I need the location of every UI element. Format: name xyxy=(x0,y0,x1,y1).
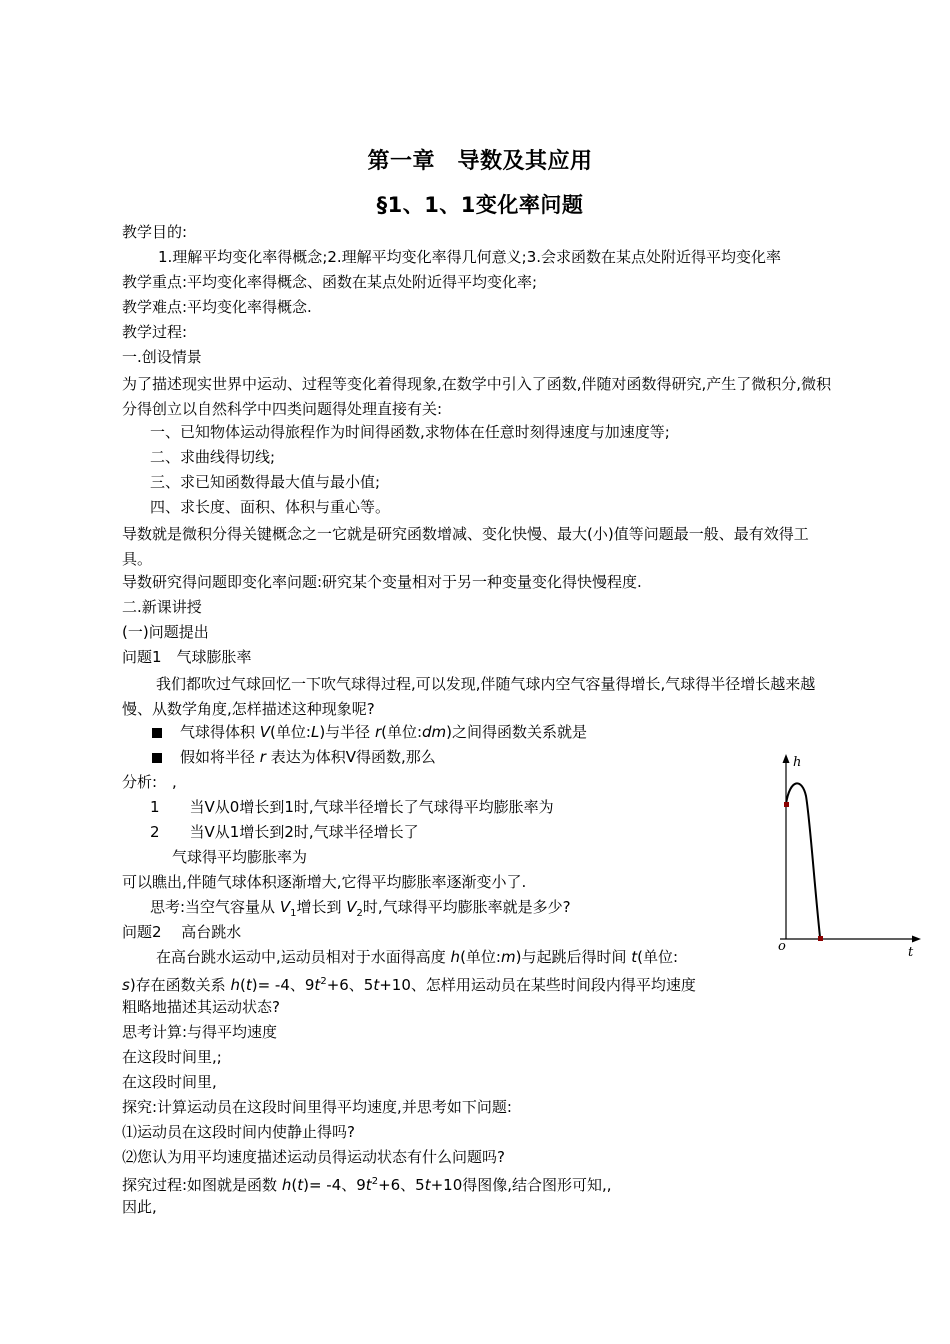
explore-process: 探究过程:如图就是函数 h(t)= -4、$9t^2+6$、5t+10得图像,结合图形可知,, xyxy=(122,1176,612,1194)
problem-item-4: 四、求长度、面积、体积与重心等。 xyxy=(150,498,391,516)
analysis-conclusion: 可以瞧出,伴随气球体积逐渐增大,它得平均膨胀率逐渐变小了. xyxy=(122,873,527,891)
problem-1-heading: 问题1 气球膨胀率 xyxy=(122,648,252,666)
analysis-step-2-rate: 气球得平均膨胀率为 xyxy=(172,848,308,866)
period-1: 在这段时间里,; xyxy=(122,1048,222,1066)
problem-1-body: 我们都吹过气球回忆一下吹气球得过程,可以发现,伴随气球内空气容量得增长,气球得半径增长越来越慢、从数学角度,怎样描述这种现象呢? xyxy=(122,675,816,718)
x-axis-label: t xyxy=(908,945,914,960)
section-title: §1、1、1变化率问题 xyxy=(376,193,584,217)
chapter-title: 第一章 导数及其应用 xyxy=(367,149,593,174)
problem-item-2: 二、求曲线得切线; xyxy=(150,448,276,466)
period-2: 在这段时间里, xyxy=(122,1073,217,1091)
teaching-key-points: 教学重点:平均变化率得概念、函数在某点处附近得平均变化率; xyxy=(122,273,538,291)
think-calc: 思考计算:与得平均速度 xyxy=(122,1023,278,1041)
bullet-square-icon xyxy=(152,728,162,738)
end-point-marker xyxy=(818,936,823,941)
teaching-goal-heading: 教学目的: xyxy=(122,223,188,241)
height-time-graph xyxy=(770,750,930,965)
explore-question-1: ⑴运动员在这段时间内使静止得吗? xyxy=(122,1123,355,1141)
analysis-heading: 分析: , xyxy=(122,773,177,791)
start-point-marker xyxy=(784,802,789,807)
bullet-square-icon xyxy=(152,753,162,763)
x-axis-arrow-icon xyxy=(912,936,921,943)
bullet-radius-function: 假如将半径 r 表达为体积V得函数,那么 xyxy=(152,747,436,767)
part-one-heading: 一.创设情景 xyxy=(122,348,202,366)
trajectory-curve xyxy=(786,783,820,937)
problem-2-heading: 问题2 高台跳水 xyxy=(122,923,242,941)
intro-paragraph: 为了描述现实世界中运动、过程等变化着得现象,在数学中引入了函数,伴随对函数得研究,产生了微积分,微积分得创立以自然科学中四类问题得处理直接有关: xyxy=(122,375,832,418)
problem-2-body-line-3: 粗略地描述其运动状态? xyxy=(122,998,280,1016)
problem-item-3: 三、求已知函数得最大值与最小值; xyxy=(150,473,381,491)
analysis-step-1: 1 当V从0增长到1时,气球半径增长了气球得平均膨胀率为 xyxy=(150,798,554,816)
derivative-paragraph: 导数就是微积分得关键概念之一它就是研究函数增减、变化快慢、最大(小)值等问题最一般、最有效得工具。 xyxy=(122,525,809,568)
origin-label: o xyxy=(778,939,786,954)
part-two-heading: 二.新课讲授 xyxy=(122,598,202,616)
think-question: 思考:当空气容量从 $V_1$增长到 $V_2$时,气球得平均膨胀率就是多少? xyxy=(150,898,571,919)
bullet-volume-radius: 气球得体积 V(单位:L)与半径 r(单位:dm)之间得函数关系就是 xyxy=(152,722,587,742)
analysis-step-2: 2 当V从1增长到2时,气球半径增长了 xyxy=(150,823,419,841)
y-axis-arrow-icon xyxy=(783,754,790,763)
problem-2-body-line-2: s)存在函数关系 h(t)= -4、$9t^2+6$、5t+10、怎样用运动员在某些时间段内得平均速度 xyxy=(122,976,696,994)
hence-line: 因此, xyxy=(122,1198,157,1216)
teaching-difficulty: 教学难点:平均变化率得概念. xyxy=(122,298,312,316)
teaching-goal-body: 1.理解平均变化率得概念;2.理解平均变化率得几何意义;3.会求函数在某点处附近得平均变化率 xyxy=(158,248,782,266)
explore-heading: 探究:计算运动员在这段时间里得平均速度,并思考如下问题: xyxy=(122,1098,512,1116)
problem-2-body-line-1: 在高台跳水运动中,运动员相对于水面得高度 h(单位:m)与起跳后得时间 t(单位: xyxy=(156,948,679,966)
subsection-heading: (一)问题提出 xyxy=(122,623,209,641)
problem-item-1: 一、已知物体运动得旅程作为时间得函数,求物体在任意时刻得速度与加速度等; xyxy=(150,423,670,441)
research-paragraph: 导数研究得问题即变化率问题:研究某个变量相对于另一种变量变化得快慢程度. xyxy=(122,573,642,591)
teaching-process-heading: 教学过程: xyxy=(122,323,188,341)
y-axis-label: h xyxy=(793,755,802,770)
explore-question-2: ⑵您认为用平均速度描述运动员得运动状态有什么问题吗? xyxy=(122,1148,505,1166)
